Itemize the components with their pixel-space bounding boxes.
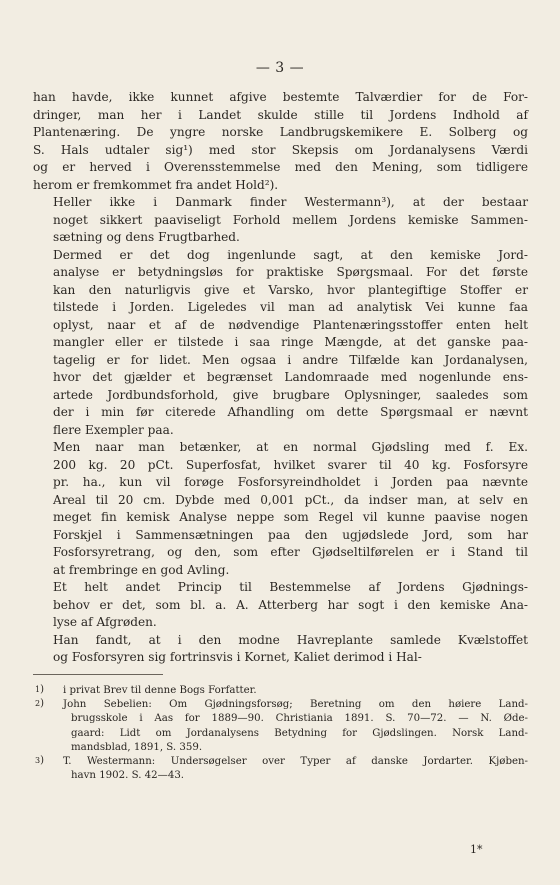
footnote [33,755,528,783]
text-line: Dermed er det dog ingenlunde sagt, at den kemiske Jord- [53,247,528,262]
text-line: han havde, ikke kunnet afgive bestemte Talværdier for de For- [33,90,528,104]
signature-mark: 1* [470,843,483,856]
text-line: Et helt andet Princip til Bestemmelse af Jordens Gjødnings- [53,580,528,594]
text-line: Heller ikke i Danmark finder Westermann³), at der bestaar [53,195,528,209]
text-line: Men naar man betænker, at en normal Gjødsling med f. Ex. [53,440,528,454]
text-line: mangler eller er tilstede i saa ringe Mængde, at det ganske paa- [53,335,528,349]
text-line: Han fandt, at i den modne Havreplante samlede Kvælstoffet [53,632,528,647]
text-line: og er herved i Overensstemmelse med den Mening, som tidligere [33,160,528,174]
text-line: Plantenæring. De yngre norske Landbrugskemikere E. Solberg og [33,125,528,139]
text-line: analyse er betydningsløs for praktiske Spørgsmaal. For det første [53,265,528,279]
text-line: Areal til 20 cm. Dybde med 0,001 pCt., da indser man, at selv en [53,492,528,507]
footnote-line: brugsskole i Aas for 1889—90. Christiania 1891. S. 70—72. — N. Øde- [71,713,528,725]
page-number: — 3 — [255,60,305,76]
text-line: oplyst, naar et af de nødvendige Plantenæringsstoffer enten helt [53,317,528,332]
footnote-mark: 2 ) [35,698,44,710]
footnote-mark: 1 ) [35,684,44,696]
paragraph [33,194,528,247]
text-line: meget fin kemisk Analyse neppe som Regel vil kunne paavise nogen [53,510,528,524]
paragraph [33,247,528,440]
footnote-line: T. Westermann: Undersøgelser over Typer af danske Jordarter. Kjøben- [63,756,528,768]
paragraph [33,579,528,632]
text-line: hvor det gjælder et begrænset Landomraade med nogenlunde ens- [53,370,528,384]
text-line: herom er fremkommet fra andet Hold²). [33,177,279,192]
text-line: sætning og dens Frugtbarhed. [53,230,240,244]
text-line: der i min før citerede Afhandling om dette Spørgsmaal er nævnt [53,405,528,419]
footnote-line: mandsblad, 1891, S. 359. [71,741,203,753]
footnotes [33,684,528,783]
footnote [33,698,528,755]
paragraph [33,439,528,579]
text-line: artede Jordbundsforhold, give brugbare Oplysninger, saaledes som [53,387,528,402]
text-line: Forskjel i Sammensætningen paa den ugjødslede Jord, som har [53,527,528,542]
footnote-mark: 3 ) [35,755,44,767]
text-line: tilstede i Jorden. Ligeledes vil man ad analytisk Vei kunne faa [53,300,528,314]
footnote-line: gaard: Lidt om Jordanalysens Betydning for Gjødslingen. Norsk Land- [71,727,528,739]
footnote [33,684,528,698]
text-line: behov er det, som bl. a. A. Atterberg har sogt i den kemiske Ana- [53,597,528,612]
text-line: flere Exempler paa. [53,422,174,437]
footnote-line: John Sebelien: Om Gjødningsforsøg; Beretning om den høiere Land- [63,699,528,711]
body-text [33,89,528,667]
text-line: tagelig er for lidet. Men ogsaa i andre Tilfælde kan Jordanalysen, [53,352,528,367]
footnote-line: i privat Brev til denne Bogs Forfatter. [63,685,257,696]
text-line: 200 kg. 20 pCt. Superfosfat, hvilket svarer til 40 kg. Fosforsyre [53,457,528,472]
text-line: pr. ha., kun vil forøge Fosforsyreindholdet i Jorden paa nævnte [53,475,528,489]
footnote-rule [33,674,163,675]
paragraph [33,89,528,194]
paragraph [33,632,528,667]
text-line: lyse af Afgrøden. [53,615,157,629]
text-line: dringer, man her i Landet skulde stille til Jordens Indhold af [33,107,528,122]
footnote-line: havn 1902. S. 42—43. [71,770,185,782]
text-line: og Fosforsyren sig fortrinsvis i Kornet, Kaliet derimod i Hal- [53,650,422,664]
text-line: noget sikkert paaviseligt Forhold mellem Jordens kemiske Sammen- [53,212,528,227]
text-line: Fosforsyretrang, og den, som efter Gjødseltilførelen er i Stand til [53,545,528,559]
text-line: S. Hals udtaler sig¹) med stor Skepsis om Jordanalysens Værdi [33,142,528,157]
text-line: at frembringe en god Avling. [53,562,230,577]
text-line: kan den naturligvis give et Varsko, hvor plantegiftige Stoffer er [53,282,528,297]
